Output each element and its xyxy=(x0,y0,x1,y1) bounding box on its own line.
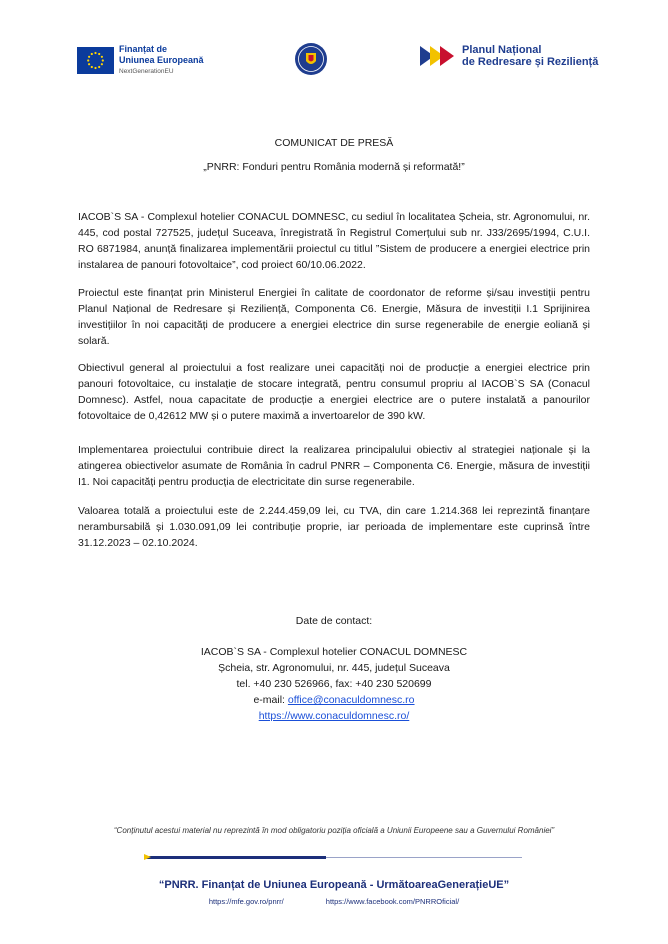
eu-logo-line1: Finanțat de xyxy=(119,44,168,54)
paragraph-value: Valoarea totală a proiectului este de 2.244.459,09 lei, cu TVA, din care 1.214.368 lei reprezintă finanțare nerambursabilă și 1.030.091,09 lei contribuție proprie, iar perioada de implementare este cuprinsă între 31.12.2023 – 02.10.2024. xyxy=(78,505,590,549)
contact-address: Șcheia, str. Agronomului, nr. 445, județul Suceava xyxy=(218,662,450,674)
contact-phone: tel. +40 230 526966, fax: +40 230 520699 xyxy=(236,678,432,690)
eu-logo-line2: Uniunea Europeană xyxy=(119,55,204,65)
contact-block xyxy=(0,644,668,724)
email-link[interactable]: office@conaculdomnesc.ro xyxy=(287,694,415,706)
footer-disclaimer: “Conținutul acestui material nu reprezintă în mod obligatoriu poziția oficială a Uniunii Europeene sau a Guvernului României” xyxy=(113,826,555,835)
pnrr-logo-line2: de Redresare și Reziliență xyxy=(462,56,599,68)
eu-funding-logo xyxy=(77,44,204,77)
pnrr-arrow-icon xyxy=(420,43,458,69)
paragraph-financing: Proiectul este finanțat prin Ministerul Energiei în calitate de coordonator de reforme și/sau investiții pentru Planul Național de Redresare și Reziliență, Componenta C6. Energie, Măsura de investiții I.1 Sprijinirea investițiilor în noi capacități de producere a energiei electrice din surse regenerabile de energie eoliană și solară. xyxy=(78,287,590,347)
footer-slogan: “PNRR. Finanțat de Uniunea Europeană - UrmătoareaGenerațieUE” xyxy=(158,879,510,891)
paragraph-objective: Obiectivul general al proiectului a fost realizare unei capacități noi de producție a energiei electrice prin panouri fotovoltaice, cu instalație de stocare integrată, pentru consumul propriu al IACOB`S SA (Conacul Domnesc). Astfel, noua capacitate de producție a energiei electrice are o putere instalată a panourilor fotovoltaice de 0,42612 MW și o putere maximă a invertoarelor de 390 kW. xyxy=(78,362,590,422)
footer-divider xyxy=(146,856,522,859)
paragraph-intro: IACOB`S SA - Complexul hotelier CONACUL DOMNESC, cu sediul în localitatea Șcheia, str. Agronomului, nr. 445, cod postal 727525, județul Suceava, înregistrată în Registrul Comerțului sub nr. J33/2695/1994, C.U.I. RO 6871984, anunță finalizarea implementării proiectul cu titlul ”Sistem de producere a energiei electrice prin instalarea de panouri fotovoltaice”, cod proiect 60/10.06.2022. xyxy=(78,211,590,271)
paragraph-contribution: Implementarea proiectului contribuie direct la realizarea principalului obiectiv al strategiei naționale și la atingerea obiectivelor asumate de România în cadrul PNRR – Componenta C6. Energie, măsura de investiții I1. Noi capacități pentru producția de electricitate din surse regenerabile. xyxy=(78,444,590,488)
email-label: e-mail: xyxy=(253,694,288,706)
footer-links xyxy=(0,897,668,906)
footer-link-facebook[interactable]: https://www.facebook.com/PNRROficial/ xyxy=(325,897,460,906)
document-title: COMUNICAT DE PRESĂ xyxy=(274,137,394,149)
contact-title: Date de contact: xyxy=(295,615,373,627)
contact-email-line xyxy=(0,692,668,708)
website-link[interactable]: https://www.conaculdomnesc.ro/ xyxy=(258,710,410,722)
pnrr-logo-line1: Planul Național xyxy=(462,44,542,56)
footer-link-mfe[interactable]: https://mfe.gov.ro/pnrr/ xyxy=(208,897,284,906)
document-subtitle: „PNRR: Fonduri pentru România modernă și reformată!” xyxy=(203,161,465,173)
romanian-government-emblem-icon xyxy=(294,42,328,76)
pnrr-logo xyxy=(420,43,598,69)
eu-flag-icon xyxy=(77,47,114,74)
contact-company: IACOB`S SA - Complexul hotelier CONACUL DOMNESC xyxy=(200,646,468,658)
eu-logo-line3: NextGenerationEU xyxy=(119,68,174,75)
